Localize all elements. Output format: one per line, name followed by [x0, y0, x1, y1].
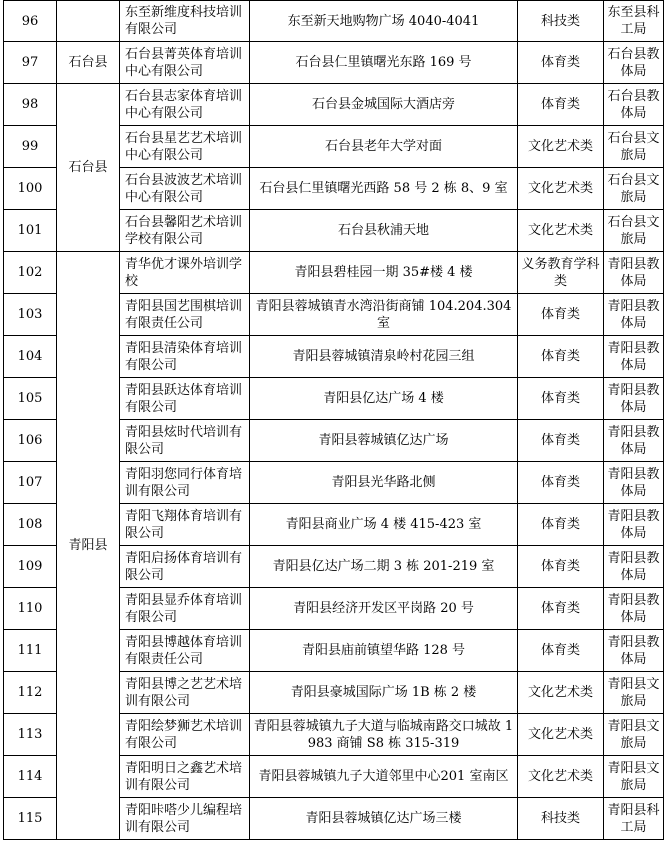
- institution-category: 体育类: [518, 378, 604, 420]
- institution-name: 石台县馨阳艺术培训学校有限公司: [120, 210, 250, 252]
- table-row: [4, 84, 664, 126]
- institution-category: 义务教育学科类: [518, 252, 604, 294]
- institution-table: [3, 0, 664, 840]
- institution-address: 青阳县碧桂园一期 35#楼 4 楼: [250, 252, 518, 294]
- institution-category: 体育类: [518, 504, 604, 546]
- supervising-department: 青阳县教体局: [604, 336, 664, 378]
- institution-address: 青阳县经济开发区平岗路 20 号: [250, 588, 518, 630]
- supervising-department: 青阳县文旅局: [604, 672, 664, 714]
- institution-category: 文化艺术类: [518, 672, 604, 714]
- supervising-department: 石台县教体局: [604, 42, 664, 84]
- row-number: 113: [4, 714, 57, 756]
- row-number: 108: [4, 504, 57, 546]
- institution-name: 青华优才课外培训学校: [120, 252, 250, 294]
- district-cell: 石台县: [57, 84, 120, 252]
- supervising-department: 青阳县文旅局: [604, 756, 664, 798]
- district-cell: 石台县: [57, 42, 120, 84]
- institution-category: 体育类: [518, 462, 604, 504]
- institution-name: 青阳启扬体育培训有限公司: [120, 546, 250, 588]
- supervising-department: 石台县文旅局: [604, 126, 664, 168]
- institution-address: 青阳县庙前镇望华路 128 号: [250, 630, 518, 672]
- row-number: 109: [4, 546, 57, 588]
- institution-name: 石台县志家体育培训中心有限公司: [120, 84, 250, 126]
- supervising-department: 青阳县教体局: [604, 588, 664, 630]
- row-number: 106: [4, 420, 57, 462]
- institution-name: 青阳县清染体育培训有限公司: [120, 336, 250, 378]
- district-cell: 青阳县: [57, 252, 120, 840]
- institution-address: 青阳县蓉城镇九子大道邻里中心201 室南区: [250, 756, 518, 798]
- institution-name: 青阳县跃达体育培训有限公司: [120, 378, 250, 420]
- supervising-department: 石台县文旅局: [604, 168, 664, 210]
- institution-category: 文化艺术类: [518, 126, 604, 168]
- supervising-department: 青阳县教体局: [604, 504, 664, 546]
- institution-address: 石台县仁里镇曙光东路 169 号: [250, 42, 518, 84]
- row-number: 110: [4, 588, 57, 630]
- institution-category: 体育类: [518, 42, 604, 84]
- supervising-department: 青阳县科工局: [604, 798, 664, 840]
- supervising-department: 青阳县教体局: [604, 462, 664, 504]
- institution-address: 石台县秋浦天地: [250, 210, 518, 252]
- row-number: 100: [4, 168, 57, 210]
- supervising-department: 青阳县教体局: [604, 294, 664, 336]
- institution-category: 文化艺术类: [518, 714, 604, 756]
- institution-address: 东至新天地购物广场 4040-4041: [250, 1, 518, 42]
- supervising-department: 青阳县文旅局: [604, 714, 664, 756]
- institution-category: 科技类: [518, 1, 604, 42]
- institution-address: 青阳县蓉城镇青水湾沿街商铺 104.204.304 室: [250, 294, 518, 336]
- row-number: 97: [4, 42, 57, 84]
- institution-name: 青阳明日之鑫艺术培训有限公司: [120, 756, 250, 798]
- institution-name: 青阳羽您同行体育培训有限公司: [120, 462, 250, 504]
- row-number: 96: [4, 1, 57, 42]
- row-number: 103: [4, 294, 57, 336]
- institution-address: 青阳县豪城国际广场 1B 栋 2 楼: [250, 672, 518, 714]
- row-number: 107: [4, 462, 57, 504]
- institution-category: 体育类: [518, 546, 604, 588]
- institution-address: 青阳县光华路北侧: [250, 462, 518, 504]
- table-row: [4, 42, 664, 84]
- institution-address: 石台县仁里镇曙光西路 58 号 2 栋 8、9 室: [250, 168, 518, 210]
- institution-address: 青阳县亿达广场 4 楼: [250, 378, 518, 420]
- supervising-department: 青阳县教体局: [604, 420, 664, 462]
- institution-category: 文化艺术类: [518, 756, 604, 798]
- institution-address: 青阳县蓉城镇亿达广场三楼: [250, 798, 518, 840]
- institution-category: 体育类: [518, 630, 604, 672]
- institution-address: 青阳县亿达广场二期 3 栋 201-219 室: [250, 546, 518, 588]
- row-number: 104: [4, 336, 57, 378]
- institution-address: 青阳县蓉城镇亿达广场: [250, 420, 518, 462]
- institution-category: 体育类: [518, 336, 604, 378]
- row-number: 102: [4, 252, 57, 294]
- supervising-department: 青阳县教体局: [604, 252, 664, 294]
- supervising-department: 青阳县教体局: [604, 630, 664, 672]
- institution-category: 体育类: [518, 84, 604, 126]
- institution-category: 体育类: [518, 588, 604, 630]
- row-number: 112: [4, 672, 57, 714]
- row-number: 114: [4, 756, 57, 798]
- institution-name: 青阳飞翔体育培训有限公司: [120, 504, 250, 546]
- institution-name: 青阳绘梦狮艺术培训有限公司: [120, 714, 250, 756]
- table-row: [4, 252, 664, 294]
- institution-name: 石台县波波艺术培训中心有限公司: [120, 168, 250, 210]
- row-number: 99: [4, 126, 57, 168]
- institution-category: 文化艺术类: [518, 168, 604, 210]
- institution-category: 体育类: [518, 294, 604, 336]
- district-cell: [57, 1, 120, 42]
- institution-address: 石台县金城国际大酒店旁: [250, 84, 518, 126]
- institution-name: 青阳县显乔体育培训有限公司: [120, 588, 250, 630]
- institution-name: 青阳县炫时代培训有限公司: [120, 420, 250, 462]
- institution-name: 青阳咔嗒少儿编程培训有限公司: [120, 798, 250, 840]
- institution-name: 青阳县博越体育培训有限责任公司: [120, 630, 250, 672]
- institution-category: 科技类: [518, 798, 604, 840]
- institution-name: 石台县星艺艺术培训中心有限公司: [120, 126, 250, 168]
- row-number: 111: [4, 630, 57, 672]
- row-number: 98: [4, 84, 57, 126]
- row-number: 101: [4, 210, 57, 252]
- table-row: [4, 1, 664, 42]
- institution-category: 文化艺术类: [518, 210, 604, 252]
- supervising-department: 石台县教体局: [604, 84, 664, 126]
- institution-address: 石台县老年大学对面: [250, 126, 518, 168]
- supervising-department: 石台县文旅局: [604, 210, 664, 252]
- institution-address: 青阳县商业广场 4 楼 415-423 室: [250, 504, 518, 546]
- institution-name: 青阳县国艺围棋培训有限责任公司: [120, 294, 250, 336]
- row-number: 105: [4, 378, 57, 420]
- supervising-department: 东至县科工局: [604, 1, 664, 42]
- row-number: 115: [4, 798, 57, 840]
- supervising-department: 青阳县教体局: [604, 546, 664, 588]
- institution-address: 青阳县蓉城镇清泉岭村花园三组: [250, 336, 518, 378]
- supervising-department: 青阳县教体局: [604, 378, 664, 420]
- institution-name: 青阳县博之艺艺术培训有限公司: [120, 672, 250, 714]
- institution-name: 东至新维度科技培训有限公司: [120, 1, 250, 42]
- institution-address: 青阳县蓉城镇九子大道与临城南路交口城故 1983 商铺 S8 栋 315-319: [250, 714, 518, 756]
- institution-category: 体育类: [518, 420, 604, 462]
- institution-name: 石台县菁英体育培训中心有限公司: [120, 42, 250, 84]
